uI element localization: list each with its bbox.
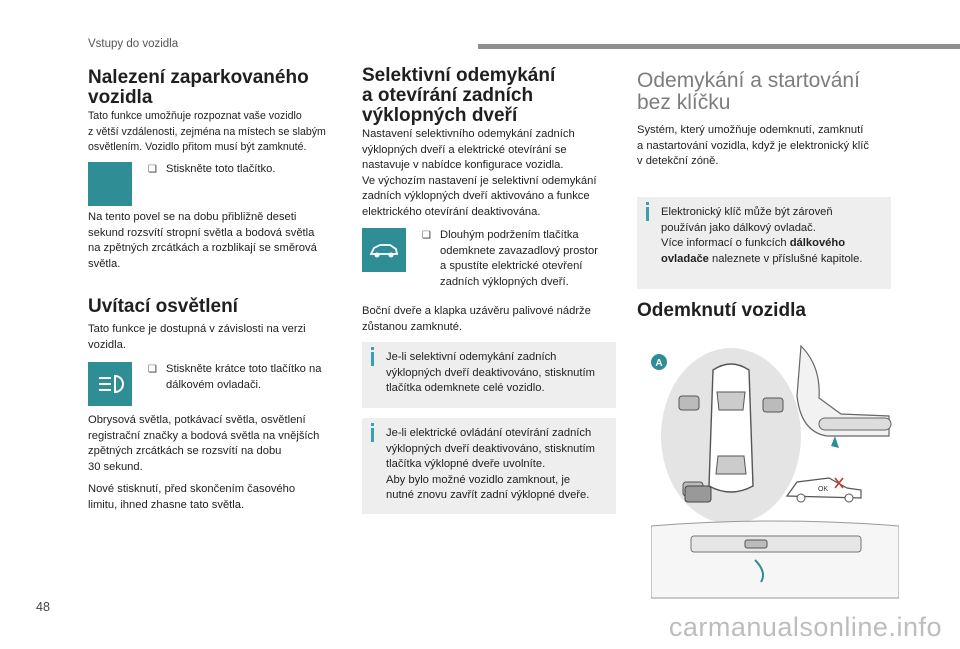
bullet-item bbox=[148, 362, 344, 406]
text-line: odemknete zavazadlový prostor bbox=[440, 244, 598, 257]
text-line: Tato funkce je dostupná v závislosti na verzi bbox=[88, 323, 306, 335]
welcome-intro bbox=[88, 322, 344, 353]
bullet-item bbox=[422, 228, 616, 290]
selective-settings bbox=[362, 127, 616, 220]
ok-label: OK bbox=[817, 486, 829, 493]
text-line: zpětných zrcátkách se rozsvítí na dobu bbox=[88, 445, 282, 457]
info-box-electric bbox=[362, 418, 616, 514]
text-line: Elektronický klíč může být zároveň bbox=[661, 206, 833, 218]
info-icon bbox=[371, 352, 374, 366]
text-line: používán jako dálkový ovladač. bbox=[661, 221, 816, 234]
title-line: a otevírání zadních bbox=[362, 85, 534, 106]
rear-window bbox=[716, 456, 746, 474]
unlock-illustration bbox=[651, 336, 899, 606]
text-line: registrační značky a bodová světla na vnějších bbox=[88, 429, 320, 442]
locate-result bbox=[88, 210, 344, 272]
text-line bbox=[661, 236, 881, 252]
title-line: výklopných dveří bbox=[362, 105, 518, 126]
text-line: Systém, který umožňuje odemknutí, zamknutí bbox=[637, 124, 864, 136]
text-line: Stiskněte krátce toto tlačítko na bbox=[166, 363, 322, 375]
text-line: Je-li elektrické ovládání otevírání zadních bbox=[386, 427, 592, 439]
windshield bbox=[717, 392, 745, 410]
text-line: Tato funkce umožňuje rozpoznat vaše vozidlo bbox=[88, 110, 302, 122]
text-line: nutné znovu zavřít zadní výklopné dveře. bbox=[386, 489, 590, 501]
title-line: Nalezení zaparkovaného bbox=[88, 67, 309, 88]
info-icon bbox=[371, 428, 374, 442]
arrow-icon bbox=[831, 436, 839, 448]
side-doors-note bbox=[362, 304, 616, 335]
bullet-lighting bbox=[88, 362, 344, 406]
page-number: 48 bbox=[36, 600, 50, 614]
running-head: Vstupy do vozidla bbox=[88, 38, 179, 50]
text-line: Stiskněte toto tlačítko. bbox=[166, 163, 276, 175]
text-line: 30 sekund. bbox=[88, 460, 143, 473]
label-a: A bbox=[655, 358, 663, 369]
door-handle bbox=[819, 418, 891, 430]
key-fob-icon bbox=[679, 396, 699, 410]
text-line: na zpětných zrcátkách a rozblikají se směrová bbox=[88, 242, 317, 254]
bullet-marker: ❑ bbox=[148, 164, 157, 175]
key-fob-bottom-icon bbox=[685, 486, 711, 502]
info-icon bbox=[646, 207, 649, 221]
text-line: zadních výklopných dveří aktivováno a funkce bbox=[362, 190, 590, 202]
text-line: sekund rozsvítí stropní světla a bodová světla bbox=[88, 226, 315, 239]
text-line: dálkovém ovladači. bbox=[166, 378, 262, 391]
text-line: Nové stisknutí, před skončením časového bbox=[88, 483, 296, 495]
info-box-selective bbox=[362, 342, 616, 408]
text-line: z větší vzdálenosti, zejména na místech se slabým bbox=[88, 125, 326, 138]
tailgate-button bbox=[745, 540, 767, 548]
section-title-locate bbox=[88, 68, 348, 108]
text-line: Nastavení selektivního odemykání zadních bbox=[362, 128, 575, 140]
text-line: výklopných dveří deaktivováno, stisknutím bbox=[386, 442, 595, 455]
locate-intro bbox=[88, 109, 350, 156]
section-title-welcome: Uvítací osvětlení bbox=[88, 296, 238, 317]
text-line: v detekční zóně. bbox=[637, 155, 719, 167]
tailgate-trim bbox=[691, 536, 861, 552]
text-run: Více informací o funkcích bbox=[661, 237, 790, 249]
title-line: vozidla bbox=[88, 87, 153, 108]
text-line: Aby bylo možné vozidlo zamknout, je bbox=[386, 473, 571, 486]
watermark: carmanualsonline.info bbox=[668, 612, 942, 642]
wheel bbox=[797, 494, 805, 502]
bullet-boot bbox=[362, 228, 616, 290]
keyless-intro bbox=[637, 123, 893, 170]
text-line: Obrysová světla, potkávací světla, osvětlení bbox=[88, 414, 306, 426]
text-line: elektrického otevírání deaktivována. bbox=[362, 205, 541, 218]
boot-button-icon bbox=[362, 228, 406, 272]
tailgate-closeup bbox=[651, 521, 899, 598]
car-boot-icon bbox=[368, 240, 400, 260]
info-box-keyless bbox=[637, 197, 891, 289]
title-line: Selektivní odemykání bbox=[362, 65, 556, 86]
text-line: tlačítka odemknete celé vozidlo. bbox=[386, 382, 545, 394]
text-line: tlačítka výklopné dveře uvolníte. bbox=[386, 458, 546, 470]
header-bar bbox=[478, 44, 960, 49]
text-line: Boční dveře a klapka uzávěru palivové nádrže bbox=[362, 305, 591, 317]
text-line: a nastartování vozidla, když je elektronický klíč bbox=[637, 139, 869, 152]
bullet-marker: ❑ bbox=[148, 364, 157, 375]
section-title-keyless bbox=[637, 70, 893, 114]
text-run: naleznete v příslušné kapitole. bbox=[708, 252, 863, 265]
key-fob-icon bbox=[763, 398, 783, 412]
lighting-button-icon bbox=[88, 362, 132, 406]
title-line: Odemykání a startování bbox=[637, 69, 860, 92]
text-run-bold: dálkového bbox=[789, 237, 846, 249]
welcome-lights bbox=[88, 413, 344, 475]
wheel bbox=[845, 494, 853, 502]
section-title-unlock: Odemknutí vozidla bbox=[637, 300, 806, 321]
text-line: vozidla. bbox=[88, 338, 126, 351]
text-run-bold: ovladače bbox=[661, 252, 709, 265]
text-line: zůstanou zamknuté. bbox=[362, 320, 463, 333]
text-line: výklopných dveří deaktivováno, stisknutím bbox=[386, 366, 595, 379]
text-line: Ve výchozím nastavení je selektivní odemykání bbox=[362, 174, 597, 187]
text-line: nastavuje v nabídce konfigurace vozidla. bbox=[362, 159, 564, 171]
text-line: Dlouhým podržením tlačítka bbox=[440, 229, 579, 241]
text-line: světla. bbox=[88, 257, 121, 270]
bullet-marker: ❑ bbox=[422, 230, 431, 241]
text-line: Na tento povel se na dobu přibližně deseti bbox=[88, 211, 297, 223]
text-line: zadních výklopných dveří. bbox=[440, 275, 569, 288]
title-line: bez klíčku bbox=[637, 91, 731, 114]
text-line: a spustíte elektrické otevření bbox=[440, 260, 583, 272]
text-line: osvětlením. Vozidlo přitom musí být zamknuté. bbox=[88, 141, 307, 153]
lock-icon-box-bg bbox=[88, 162, 132, 206]
headlight-icon bbox=[95, 373, 125, 395]
welcome-cancel bbox=[88, 482, 344, 513]
text-line: Je-li selektivní odemykání zadních bbox=[386, 351, 557, 363]
text-line: limitu, ihned zhasne tato světla. bbox=[88, 498, 245, 511]
text-line: výklopných dveří a elektrické otevírání se bbox=[362, 143, 567, 156]
bullet-item bbox=[148, 162, 338, 206]
section-title-selective bbox=[362, 66, 616, 126]
text-line bbox=[661, 252, 881, 268]
